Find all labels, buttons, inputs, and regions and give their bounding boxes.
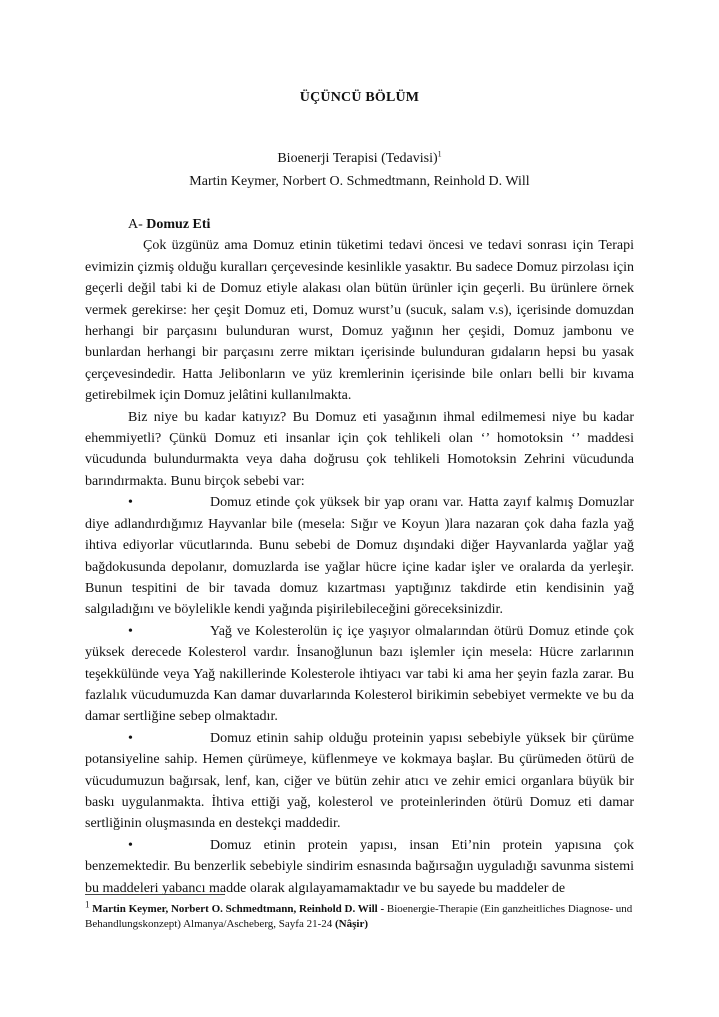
bullet-item bbox=[85, 492, 634, 620]
document-page bbox=[85, 0, 634, 1017]
body-text bbox=[85, 214, 634, 899]
chapter-title: ÜÇÜNCÜ BÖLÜM bbox=[299, 90, 420, 105]
subtitle-text: Bioenerji Terapisi (Tedavisi) bbox=[277, 151, 438, 166]
bullet-text: Yağ ve Kolesterolün iç içe yaşıyor olmalarından ötürü Domuz etinde çok yüksek derecede Kolesterol vardır. İnsanoğlunun bazı işlemler için mesela: Hücre zarlarının teşekkülünde veya Yağ nakillerinde Kolesterole ihtiyacı var tabi ki ama her şeyin fazla zarar. Bu fazlalık vücudumuzda Kan damar duvarlarında Kolesterol birikimin sebebiyet vermekte ve bu da damar sertliğine sebep olmaktadır. bbox=[85, 623, 634, 725]
bullet-text: Domuz etinin protein yapısı, insan Eti’nin protein yapısına çok benzemektedir. Bu benzerlik sebebiyle sindirim esnasında bağırsağın uyguladığı savunma sistemi bu maddeleri yabancı madde olarak algılayamamaktadır ve bu sayede bu maddeler de bbox=[85, 837, 634, 896]
section-title: Domuz Eti bbox=[146, 217, 211, 232]
bullet-icon: • bbox=[128, 623, 133, 639]
bullet-icon: • bbox=[128, 837, 133, 853]
bullet-item bbox=[85, 728, 634, 835]
footnote-mark: 1 bbox=[85, 899, 90, 910]
bullet-icon: • bbox=[128, 730, 133, 746]
footnote-text: Bioenergie-Therapie (Ein ganzheitliches Diagnose- und Behandlungskonzept) Almanya/Ascheberg, Sayfa 21-24 bbox=[85, 903, 633, 930]
bullet-item bbox=[85, 835, 634, 899]
section-prefix: A- bbox=[128, 217, 143, 232]
bullet-icon: • bbox=[128, 495, 133, 511]
paragraph-1: Çok üzgünüz ama Domuz etinin tüketimi tedavi öncesi ve tedavi sonrası için Terapi evimizin çizmiş olduğu kuralları çerçevesinde kesinlikle yasaktır. Bu sadece Domuz pirzolası için geçerli değil tabi ki de Domuz etiyle alakası olan bütün ürünler için geçerli. Bu ürünlere örnek vermek gerekirse: her çeşit Domuz eti, Domuz wurst’u (sucuk, salam v.s), içerisinde domuzdan herhangi bir parçasını bulunduran wurst, Domuz yağının her çeşidi, Domuz jambonu ve bunlardan herhangi bir parçasını zerre miktarı içerisinde bulunduran gıdaların hepsi bu yasak çerçevesindedir. Hatta Jelibonların ve yüz kremlerinin içerisinde bile onları belli bir kıvama getirebilmek için Domuz jelâtini kullanılmakta. bbox=[85, 238, 634, 404]
footnote-divider bbox=[85, 894, 225, 895]
authors-line: Martin Keymer, Norbert O. Schmedtmann, Reinhold D. Will bbox=[189, 174, 530, 189]
section-heading bbox=[85, 214, 634, 235]
bullet-text: Domuz etinin sahip olduğu proteinin yapısı sebebiyle yüksek bir çürüme potansiyeline sahip. Hemen çürümeye, küflenmeye ve kokmaya başlar. Bu çürümeden ötürü de vücudumuzun bağırsak, lenf, kan, ciğer ve bütün zehir atıcı ve zehir emici organlara büyük bir baskı uygulanmakta. İhtiva ettiği yağ, kolesterol ve proteinlerinden ötürü Domuz eti damar sertliğinin oluşmasında en destekçi maddedir. bbox=[85, 730, 634, 832]
subtitle bbox=[85, 151, 634, 167]
bullet-text: Domuz etinde çok yüksek bir yap oranı var. Hatta zayıf kalmış Domuzlar diye adlandırdığımız Hayvanlar bile (mesela: Sığır ve Koyun )lara nazaran çok daha fazla yağ ihtiva ediyorlar vücutlarında. Bunu sebebi de Domuz dışındaki diğer Hayvanlarda yağlar yağ bağdokusunda depolanır, domuzlarda ise yağlar hücre içine kadar işler ve oralarda da yerleşir. Bunun tespitini de bir tavada domuz kızartması yaptığınız takdirde etin kendisinin yağ salgıladığını ve böylelikle kendi yağında pişirilebileceğini göreceksinizdir. bbox=[85, 495, 634, 618]
footnote bbox=[85, 899, 634, 932]
footnote-authors: Martin Keymer, Norbert O. Schmedtmann, Reinhold D. Will - bbox=[92, 903, 385, 915]
bullet-item bbox=[85, 621, 634, 728]
footnote-reference[interactable]: 1 bbox=[437, 149, 442, 159]
paragraph-2: Biz niye bu kadar katıyız? Bu Domuz eti yasağının ihmal edilmemesi niye bu kadar ehemmiyetli? Çünkü Domuz eti insanlar için çok tehlikeli olan ‘’ homotoksin ‘’ maddesi vücudunda bulundurmakta veya daha doğrusu çok tehlikeli Homotoksin Zehrini vücudunda barındırmakta. Bunu birçok sebebi var: bbox=[85, 409, 634, 489]
footnote-publisher: (Nâşir) bbox=[335, 918, 368, 930]
